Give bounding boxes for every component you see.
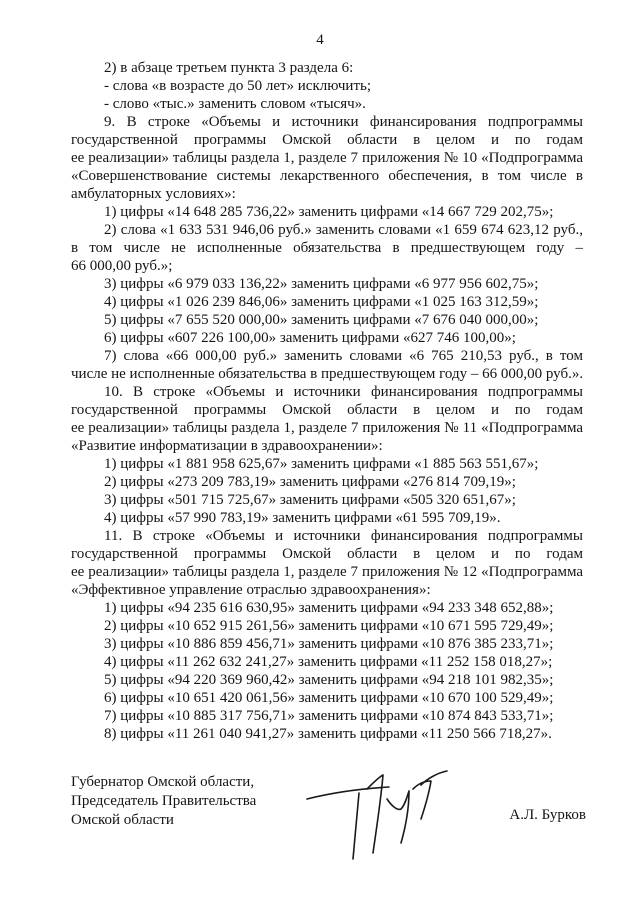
body-text-line: государственной программы Омской области в целом и по годам xyxy=(71,402,583,418)
document-body xyxy=(71,59,583,743)
signer-name: А.Л. Бурков xyxy=(509,807,586,823)
body-text-line: 7) цифры «10 885 317 756,71» заменить цифрами «10 874 843 533,71»; xyxy=(104,708,554,724)
body-text-line: 2) в абзаце третьем пункта 3 раздела 6: xyxy=(104,60,354,76)
body-text-line: «Эффективное управление отраслью здравоохранения»: xyxy=(71,582,431,598)
body-text-line: 66 000,00 руб.»; xyxy=(71,258,173,274)
body-text-line: - слово «тыс.» заменить словом «тысяч». xyxy=(104,96,366,112)
body-text-line: 3) цифры «501 715 725,67» заменить цифрами «505 320 651,67»; xyxy=(104,492,516,508)
body-text-line: в том числе не исполненные обязательства в предшествующем году – xyxy=(71,240,583,256)
body-text-line: 10. В строке «Объемы и источники финансирования подпрограммы xyxy=(104,384,583,400)
body-text-line: 9. В строке «Объемы и источники финансирования подпрограммы xyxy=(104,114,583,130)
body-text-line: государственной программы Омской области в целом и по годам xyxy=(71,546,583,562)
body-text-line: 5) цифры «7 655 520 000,00» заменить цифрами «7 676 040 000,00»; xyxy=(104,312,539,328)
body-text-line: 6) цифры «10 651 420 061,56» заменить цифрами «10 670 100 529,49»; xyxy=(104,690,554,706)
body-text-line: 8) цифры «11 261 040 941,27» заменить цифрами «11 250 566 718,27». xyxy=(104,726,552,742)
body-text-line: 1) цифры «1 881 958 625,67» заменить цифрами «1 885 563 551,67»; xyxy=(104,456,539,472)
signer-position-line: Губернатор Омской области, xyxy=(71,774,255,790)
body-text-line: амбулаторных условиях»: xyxy=(71,186,236,202)
body-text-line: ее реализации» таблицы раздела 1, разделе 7 приложения № 12 «Подпрограмма xyxy=(71,564,583,580)
body-text-line: 11. В строке «Объемы и источники финансирования подпрограммы xyxy=(104,528,583,544)
body-text-line: 4) цифры «1 026 239 846,06» заменить цифрами «1 025 163 312,59»; xyxy=(104,294,539,310)
body-text-line: 6) цифры «607 226 100,00» заменить цифрами «627 746 100,00»; xyxy=(104,330,516,346)
body-text-line: числе не исполненные обязательства в предшествующем году – 66 000,00 руб.». xyxy=(71,366,583,382)
page-number: 4 xyxy=(316,32,324,48)
body-text-line: «Развитие информатизации в здравоохранении»: xyxy=(71,438,383,454)
body-text-line: государственной программы Омской области в целом и по годам xyxy=(71,132,583,148)
body-text-line: - слова «в возрасте до 50 лет» исключить; xyxy=(104,78,372,94)
body-text-line: 3) цифры «10 886 859 456,71» заменить цифрами «10 876 385 233,71»; xyxy=(104,636,554,652)
handwritten-signature xyxy=(301,759,451,863)
body-text-line: 7) слова «66 000,00 руб.» заменить словами «6 765 210,53 руб., в том xyxy=(104,348,583,364)
body-text-line: 4) цифры «57 990 783,19» заменить цифрами «61 595 709,19». xyxy=(104,510,501,526)
body-text-line: «Совершенствование системы лекарственного обеспечения, в том числе в xyxy=(71,168,583,184)
body-text-line: 5) цифры «94 220 369 960,42» заменить цифрами «94 218 101 982,35»; xyxy=(104,672,554,688)
signer-position-line: Председатель Правительства xyxy=(71,793,257,809)
body-text-line: 1) цифры «94 235 616 630,95» заменить цифрами «94 233 348 652,88»; xyxy=(104,600,554,616)
signer-position-line: Омской области xyxy=(71,812,174,828)
body-text-line: 3) цифры «6 979 033 136,22» заменить цифрами «6 977 956 602,75»; xyxy=(104,276,539,292)
body-text-line: 2) цифры «10 652 915 261,56» заменить цифрами «10 671 595 729,49»; xyxy=(104,618,554,634)
body-text-line: ее реализации» таблицы раздела 1, разделе 7 приложения № 10 «Подпрограмма xyxy=(71,150,583,166)
body-text-line: ее реализации» таблицы раздела 1, разделе 7 приложения № 11 «Подпрограмма xyxy=(71,420,583,436)
body-text-line: 1) цифры «14 648 285 736,22» заменить цифрами «14 667 729 202,75»; xyxy=(104,204,554,220)
body-text-line: 2) слова «1 633 531 946,06 руб.» заменить словами «1 659 674 623,12 руб., xyxy=(104,222,583,238)
body-text-line: 4) цифры «11 262 632 241,27» заменить цифрами «11 252 158 018,27»; xyxy=(104,654,553,670)
body-text-line: 2) цифры «273 209 783,19» заменить цифрами «276 814 709,19»; xyxy=(104,474,516,490)
signature-block xyxy=(71,773,586,863)
